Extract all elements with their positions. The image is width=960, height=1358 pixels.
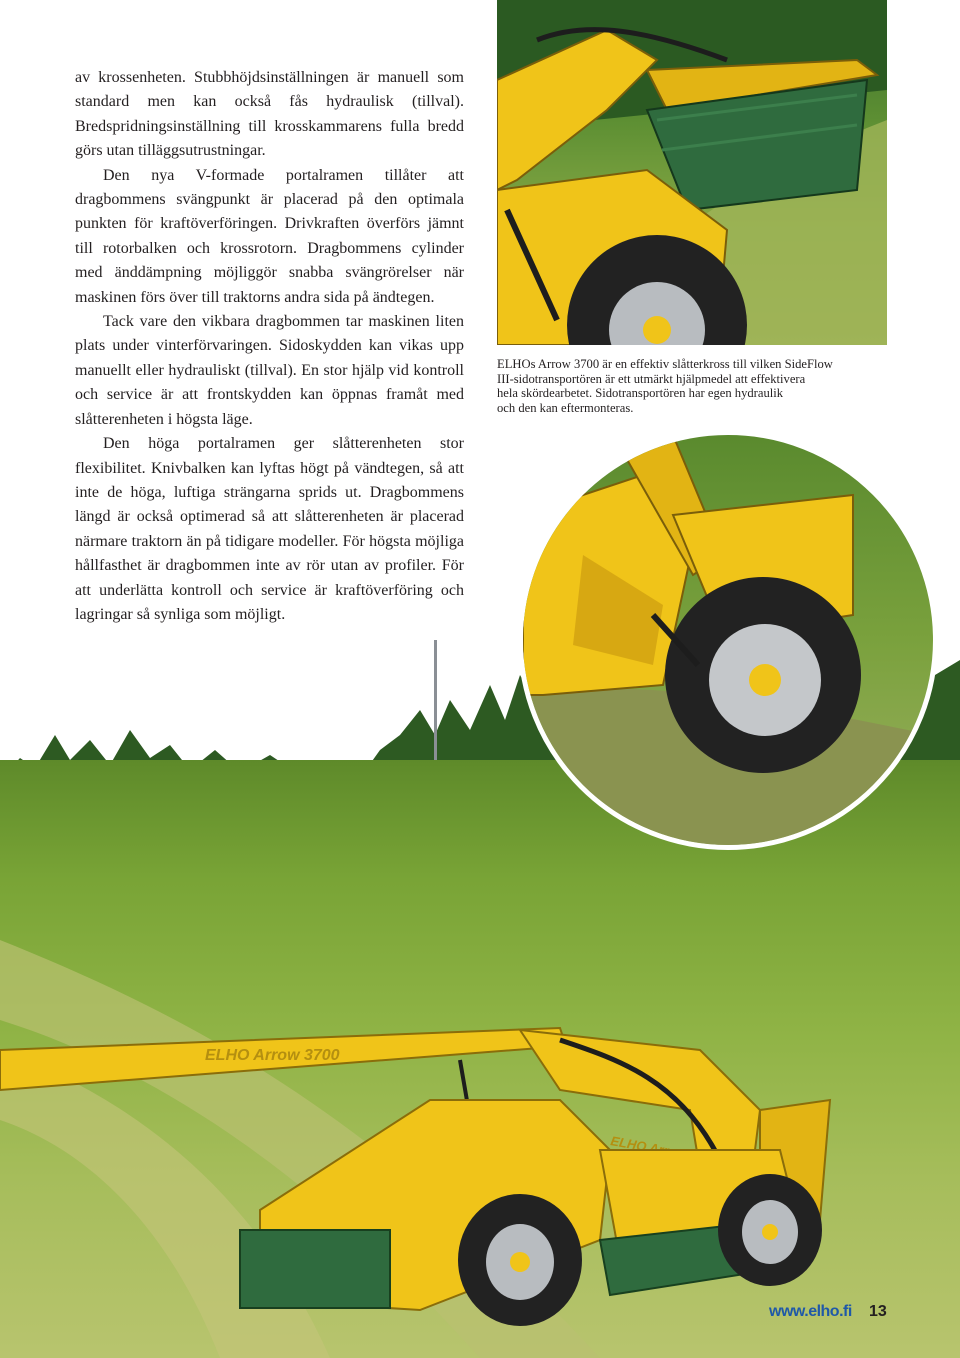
mower-machine-image — [0, 900, 960, 1358]
wheel-closeup-image — [523, 435, 933, 845]
body-paragraph: Den nya V-formade portalramen tillåter att dragbommens svängpunkt är placerad på den optimala punkten för kraftöverföringen. Drivkraften överförs jämnt till rotorbalken och krossrotorn. Dragbommens cylinder med änddämpning möjliggör snabba svängrörelser när maskinen förs över till traktorns andra sida på ändtegen. — [75, 166, 464, 306]
body-paragraph: av krossenheten. Stubbhöjdsinställningen är manuell som standard men kan också fås hydraulisk (tillval). Bredspridningsinställning till krosskammarens fulla bredd görs utan tilläggsutrustningar. — [75, 69, 464, 160]
wheel-rear-right — [718, 1174, 822, 1286]
body-paragraph: Den höga portalramen ger slåtterenheten stor flexibilitet. Knivbalken kan lyftas högt på vändtegen, så att inte de höga, luftiga strängarna sprids ut. Dragbommens längd är också optimerad så att slåtterenheten är placerad närmare traktorn än på tidigare modeller. För högsta möjliga hållfasthet är dragbommen inte av rör utan av profiler. För att underlätta kontroll och service är kraftöverföring och lagringar så synliga som möjligt. — [75, 435, 464, 623]
footer-website-link[interactable]: www.elho.fi — [769, 1303, 852, 1320]
wheel-front-left — [458, 1194, 582, 1326]
caption-line: ELHOs Arrow 3700 är en effektiv slåtterkross till vilken SideFlow — [497, 357, 833, 371]
caption-line: och den kan eftermonteras. — [497, 400, 634, 415]
mower-decal-text: ELHO Arrow 3700 — [205, 1047, 340, 1064]
conveyor-machine-image — [497, 0, 887, 345]
wheel-closeup-photo — [518, 430, 938, 850]
caption-line: hela skördearbetet. Sidotransportören har egen hydraulik — [497, 386, 784, 401]
conveyor-photo — [497, 0, 887, 345]
body-text-column — [75, 66, 464, 627]
caption-line: III-sidotransportören är ett utmärkt hjälpmedel att effektivera — [497, 371, 806, 386]
body-paragraph: Tack vare den vikbara dragbommen tar maskinen liten plats under vinterförvaringen. Sidoskydden kan vikas upp manuellt eller hydrauliskt (tillval). En stor hjälp vid kontroll och service är att frontskydden kan öppnas framåt med slåtterenheten i högsta läge. — [75, 313, 464, 428]
photo-caption — [497, 357, 897, 415]
page-number: 13 — [869, 1303, 887, 1320]
